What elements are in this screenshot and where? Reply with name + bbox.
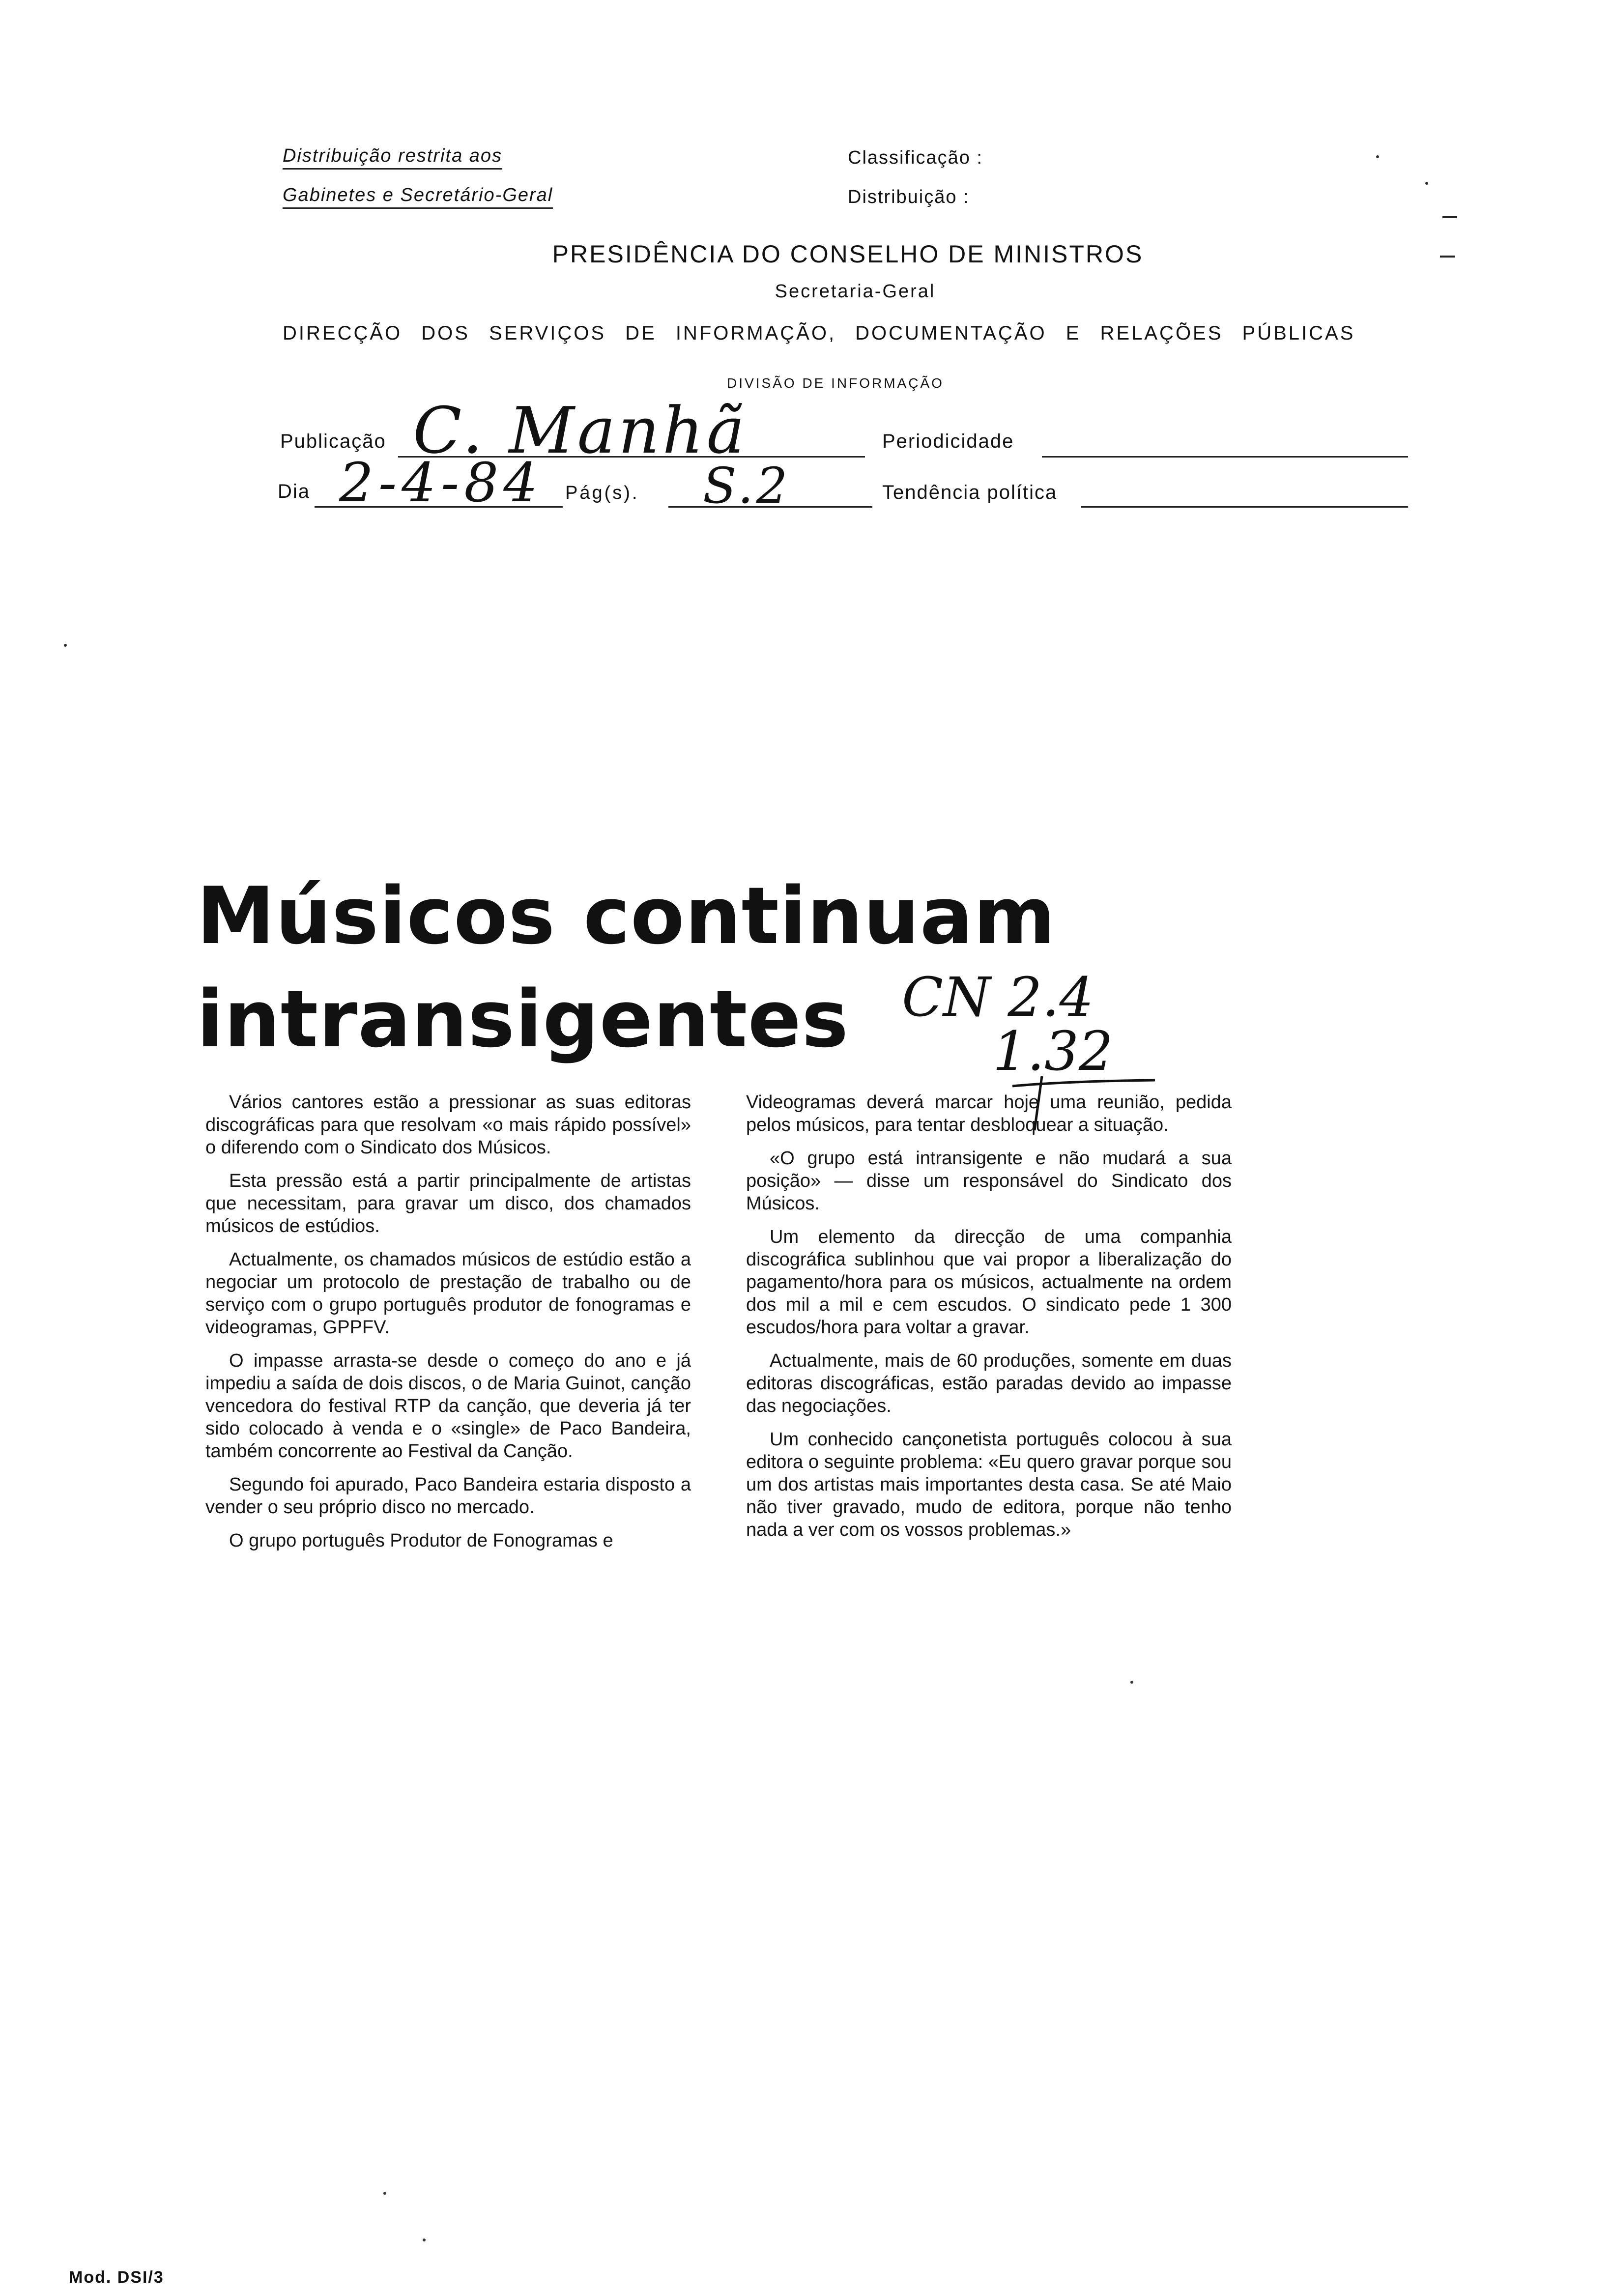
right-paragraph-3: Um elemento da direcção de uma companhia discográfica sublinhou que vai propor a liberalização do pagamento/hora para os músicos, actualmente na ordem dos mil a mil e cem escudos. O sindicato pede 1 300 escudos/hora para voltar a gravar. — [746, 1227, 1232, 1338]
presidency-heading: PRESIDÊNCIA DO CONSELHO DE MINISTROS — [552, 240, 1144, 268]
left-paragraph-3: Actualmente, os chamados músicos de estúdio estão a negociar um protocolo de prestação de trabalho ou de serviço com o grupo português produtor de fonogramas e videogramas, GPPFV. — [205, 1249, 691, 1338]
scan-speck — [423, 2239, 426, 2241]
tendencia-field — [1081, 506, 1408, 508]
distribuicao-label: Distribuição : — [848, 187, 970, 207]
distribution-restriction-line2: Gabinetes e Secretário-Geral — [283, 185, 553, 209]
left-paragraph-4: O impasse arrasta-se desde o começo do ano e já impediu a saída de dois discos, o de Maria Guinot, canção vencedora do festival RTP da canção, que deveria já ter sido colocado à venda e o «single» de Paco Bandeira, também concorrente ao Festival da Canção. — [205, 1350, 691, 1462]
publicacao-handwritten-value: C. Manhã — [413, 393, 748, 468]
dia-label: Dia — [278, 481, 311, 502]
periodicidade-field — [1042, 456, 1408, 458]
classificacao-label: Classificação : — [848, 147, 983, 168]
handwritten-annotation-top: CN 2.4 — [902, 966, 1094, 1029]
left-paragraph-6: O grupo português Produtor de Fonogramas e — [229, 1530, 613, 1551]
periodicidade-label: Periodicidade — [882, 430, 1014, 452]
scan-speck — [383, 2192, 386, 2195]
right-paragraph-4: Actualmente, mais de 60 produções, somente em duas editoras discográficas, estão paradas devido ao impasse das negociações. — [746, 1350, 1232, 1416]
scan-speck — [64, 644, 67, 647]
article-right-column — [746, 1091, 1232, 1552]
article-left-column — [205, 1091, 691, 1563]
article-title-line1: Músicos continuam — [197, 870, 1056, 962]
left-paragraph-2: Esta pressão está a partir principalmente de artistas que necessitam, para gravar um disco, dos chamados músicos de estúdios. — [205, 1171, 691, 1236]
article-title-line2: intransigentes — [197, 973, 849, 1065]
distribution-restriction-line1: Distribuição restrita aos — [283, 145, 502, 170]
edge-mark — [1440, 256, 1455, 258]
directorate-heading: DIRECÇÃO DOS SERVIÇOS DE INFORMAÇÃO, DOCUMENTAÇÃO E RELAÇÕES PÚBLICAS — [283, 322, 1355, 344]
right-paragraph-2: «O grupo está intransigente e não mudará a sua posição» — disse um responsável do Sindicato dos Músicos. — [746, 1148, 1232, 1214]
form-code: Mod. DSI/3 — [69, 2268, 164, 2287]
scan-speck — [1376, 155, 1379, 158]
left-paragraph-1: Vários cantores estão a pressionar as suas editoras discográficas para que resolvam «o mais rápido possível» o diferendo com o Sindicato dos Músicos. — [205, 1092, 691, 1158]
pags-handwritten-value: S.2 — [703, 457, 791, 515]
tendencia-label: Tendência política — [882, 482, 1058, 503]
right-paragraph-1: Videogramas deverá marcar hoje uma reunião, pedida pelos músicos, para tentar desbloquear a situação. — [746, 1092, 1232, 1135]
scan-speck — [1425, 182, 1428, 185]
publicacao-label: Publicação — [280, 430, 386, 452]
secretariat-subheading: Secretaria-Geral — [775, 281, 936, 302]
dia-handwritten-value: 2-4-84 — [339, 451, 543, 514]
pags-label: Pág(s). — [565, 483, 639, 503]
right-paragraph-5: Um conhecido cançonetista português colocou à sua editora o seguinte problema: «Eu quero gravar porque sou um dos artistas mais importantes desta casa. Se até Maio não tiver gravado, mudo de editora, porque não tenho nada a ver com os vossos problemas.» — [746, 1429, 1232, 1540]
scan-speck — [1130, 1681, 1133, 1684]
division-heading: DIVISÃO DE INFORMAÇÃO — [727, 375, 944, 391]
edge-mark — [1442, 216, 1457, 218]
left-paragraph-5: Segundo foi apurado, Paco Bandeira estaria disposto a vender o seu próprio disco no mercado. — [205, 1474, 691, 1518]
handwritten-annotation-bottom: 1.32 — [993, 1020, 1113, 1083]
